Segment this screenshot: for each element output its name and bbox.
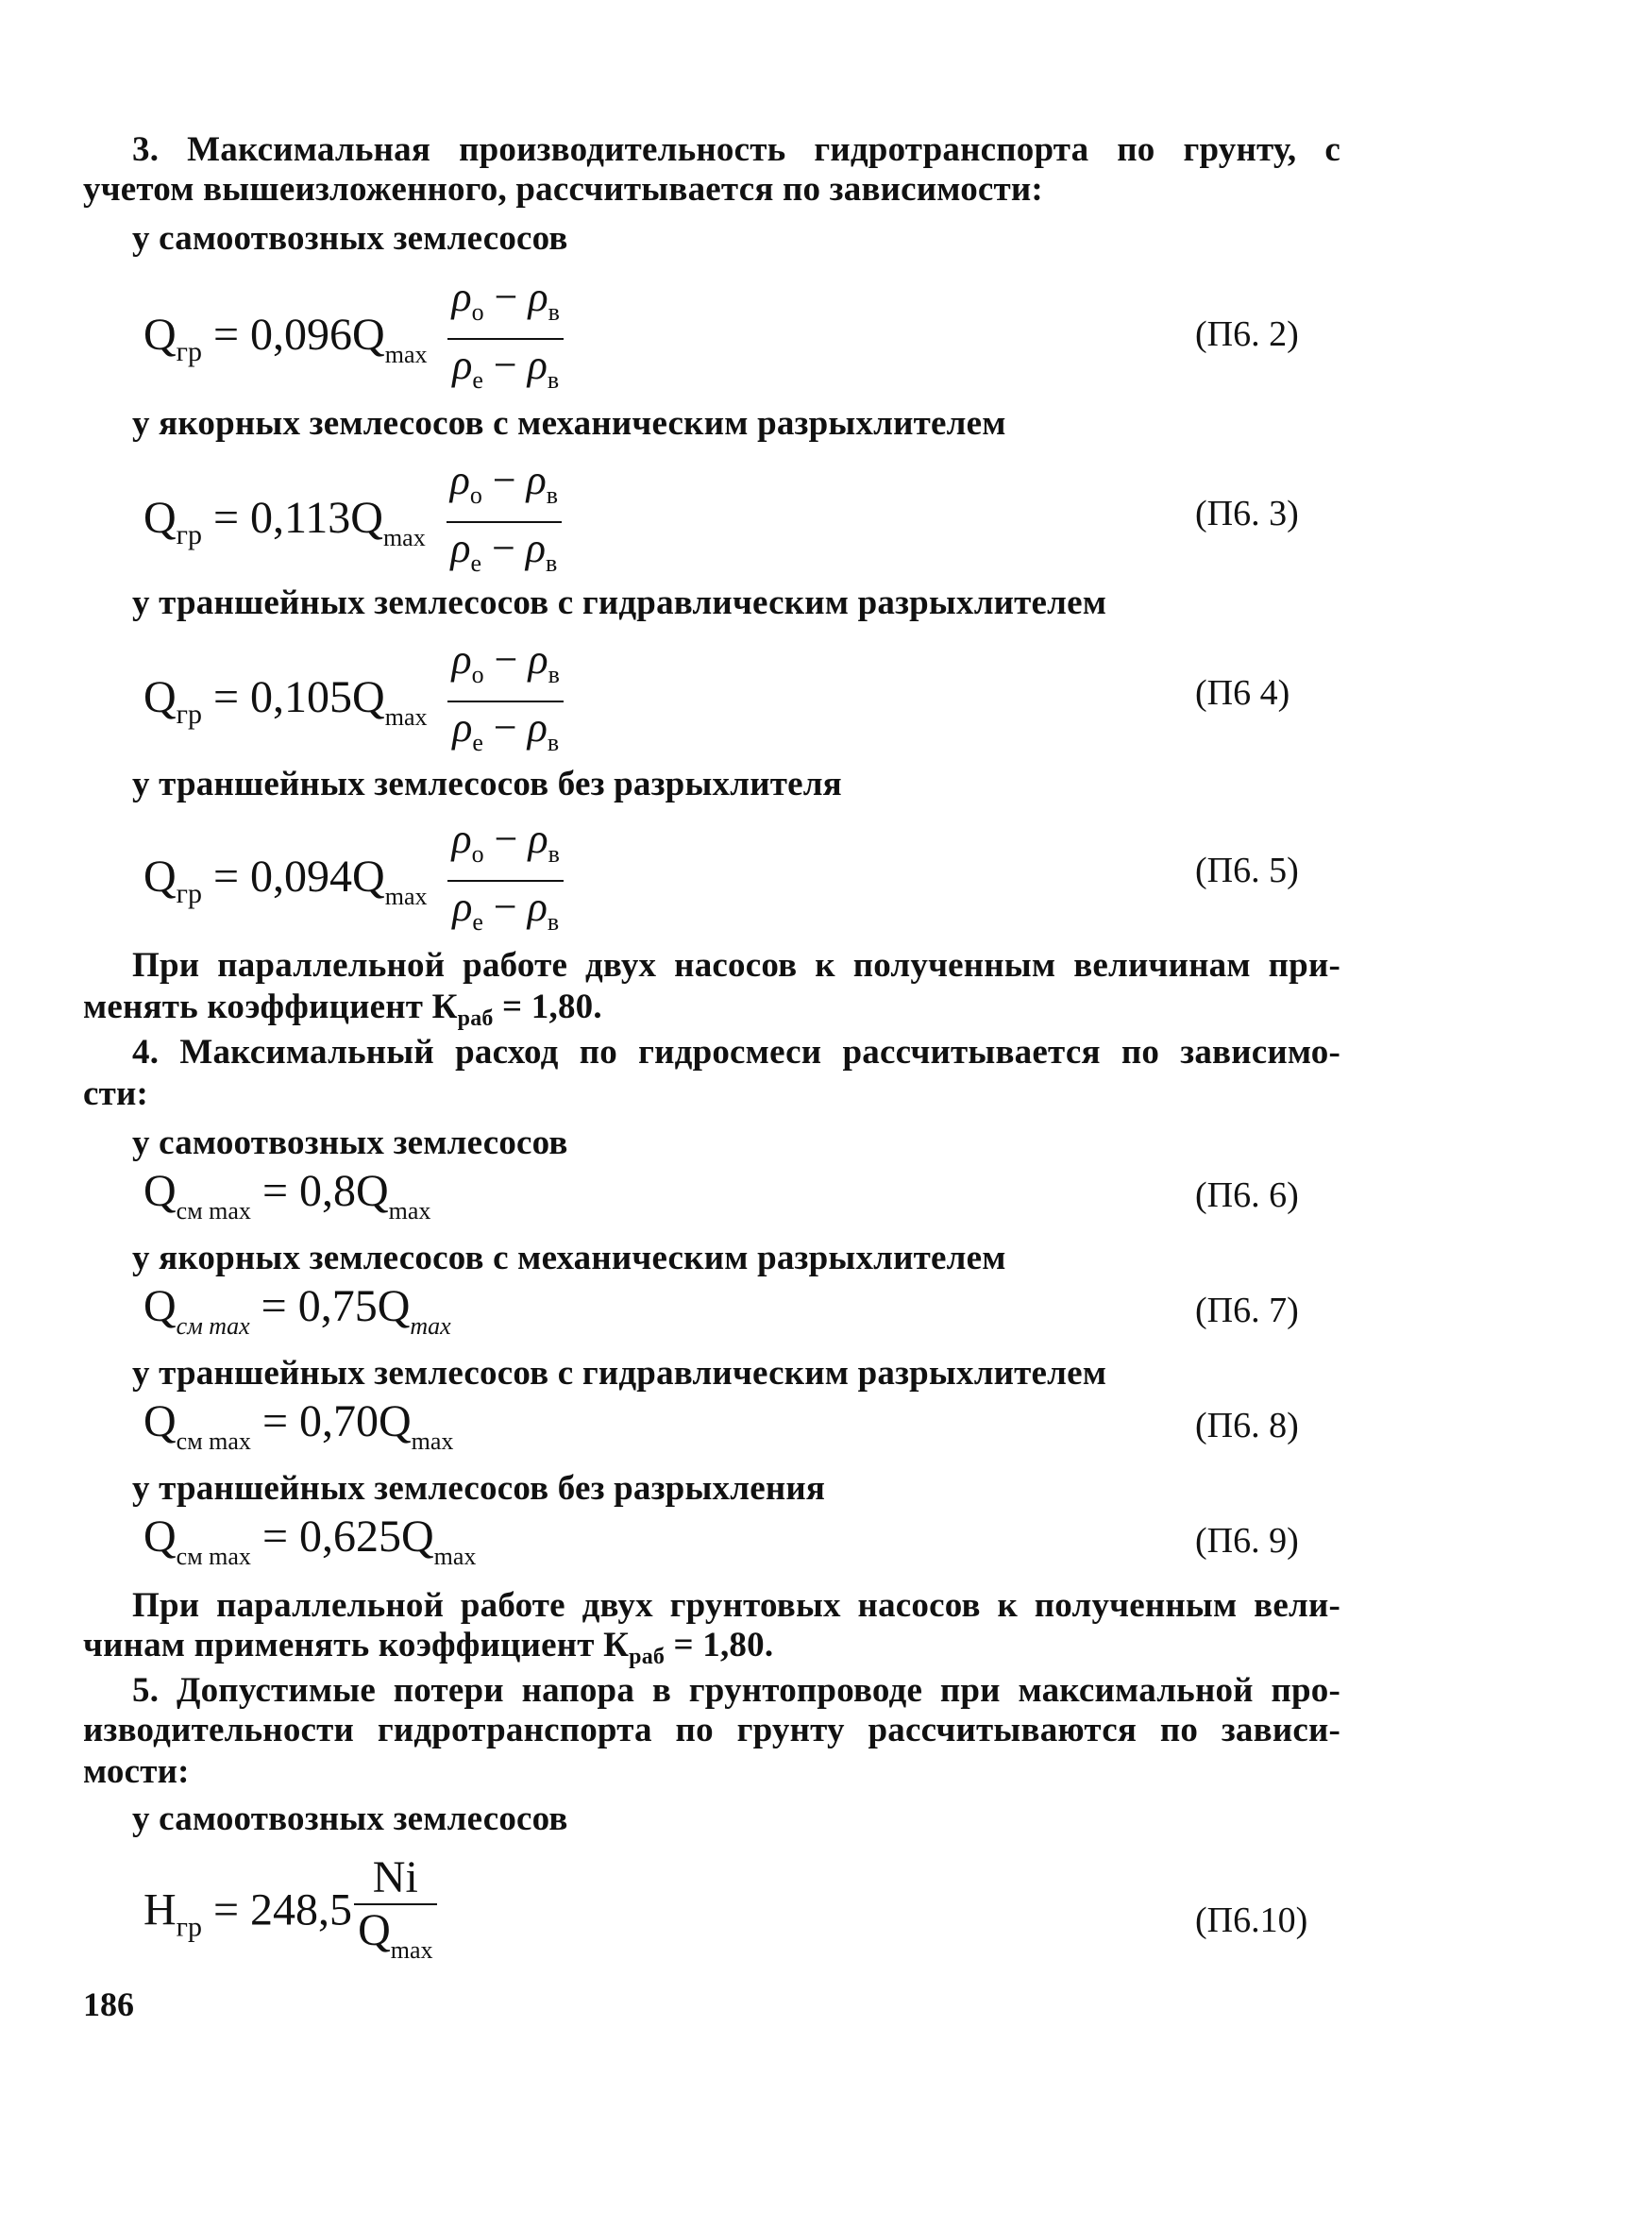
equation-number-p6-8: (П6. 8) <box>1195 1406 1299 1445</box>
paragraph-5-line-1: 5. Допустимые потери напора в грунтопроводе при максимальной про- <box>132 1671 1340 1710</box>
paragraph-3-line-1: 3. Максимальная производительность гидротранспорта по грунту, с <box>132 130 1340 169</box>
paragraph-4-line-2: сти: <box>83 1074 149 1113</box>
eq2-lhs: Q <box>143 310 177 361</box>
page-number: 186 <box>83 1985 134 2023</box>
equation-p6-5: $Q_{гр} = 0,094Q_{max}$ $\frac{\rho_о - \rho_в}{\rho_е - \rho_в}$ <box>143 814 564 948</box>
label-self-propelled-2: у самоотвозных землесосов <box>132 1123 568 1162</box>
eq3-fraction: $\frac{\rho_о - \rho_в}{\rho_е - \rho_в}$ <box>447 455 562 589</box>
parallel-note-2-line-2: чинам применять коэффициент $К_{раб} = 1,80$. <box>83 1626 774 1669</box>
label-self-propelled-1: у самоотвозных землесосов <box>132 219 568 258</box>
label-self-propelled-3: у самоотвозных землесосов <box>132 1799 568 1838</box>
paragraph-5-line-3: мости: <box>83 1752 190 1791</box>
eq2-numerator: $\rho_о - \rho_в$ <box>447 272 563 340</box>
eq2-max-sub: max <box>384 341 428 369</box>
eq5-fraction: $\frac{\rho_о - \rho_в}{\rho_е - \rho_в}$ <box>447 814 563 948</box>
equation-p6-10: $H_{гр} = 248,5$ $\frac{Ni}{Q_{max}}$ <box>143 1852 437 1976</box>
parallel-note-1-line-2: менять коэффициент $К_{раб} = 1,80$. <box>83 988 602 1031</box>
equation-p6-8: $Q_{см max} = 0,70Q_{max}$ <box>143 1396 454 1455</box>
eq2-denominator: $\rho_е - \rho_в$ <box>452 342 560 394</box>
equation-number-p6-5: (П6. 5) <box>1195 851 1299 890</box>
equation-p6-2 <box>143 272 564 406</box>
label-trench-hydraulic-1: у траншейных землесосов с гидравлическим разрыхлителем <box>132 583 1107 622</box>
equation-number-p6-7: (П6. 7) <box>1195 1291 1299 1330</box>
equation-p6-3: $Q_{гр} = 0,113Q_{max}$ $\frac{\rho_о - \rho_в}{\rho_е - \rho_в}$ <box>143 455 562 589</box>
equation-number-p6-2: (П6. 2) <box>1195 314 1299 354</box>
eq5-coef: = 0,094Q <box>212 852 385 903</box>
equation-number-p6-3: (П6. 3) <box>1195 494 1299 533</box>
equation-number-p6-10: (П6.10) <box>1195 1900 1308 1940</box>
equation-p6-6: $Q_{см max} = 0,8Q_{max}$ <box>143 1166 431 1225</box>
label-anchor-2: у якорных землесосов с механическим разрыхлителем <box>132 1239 1006 1277</box>
label-anchor-1: у якорных землесосов с механическим разрыхлителем <box>132 404 1006 443</box>
paragraph-5-line-2: изводительности гидротранспорта по грунту рассчитываются по зависи- <box>83 1711 1340 1749</box>
equation-number-p6-9: (П6. 9) <box>1195 1521 1299 1561</box>
equation-p6-9: $Q_{см max} = 0,625Q_{max}$ <box>143 1512 477 1570</box>
eq4-fraction: $\frac{\rho_о - \rho_в}{\rho_е - \rho_в}$ <box>447 634 563 769</box>
label-trench-hydraulic-2: у траншейных землесосов с гидравлическим разрыхлителем <box>132 1354 1107 1393</box>
eq10-fraction: $\frac{Ni}{Q_{max}}$ <box>354 1852 436 1976</box>
equation-number-p6-4: (П6 4) <box>1195 673 1290 713</box>
label-trench-no-ripping-2: у траншейных землесосов без разрыхления <box>132 1469 826 1508</box>
equation-number-p6-6: (П6. 6) <box>1195 1175 1299 1215</box>
label-trench-no-ripper-1: у траншейных землесосов без разрыхлителя <box>132 765 842 803</box>
eq2-coef: = 0,096Q <box>212 310 385 361</box>
equation-p6-4: $Q_{гр} = 0,105Q_{max}$ $\frac{\rho_о - \rho_в}{\rho_е - \rho_в}$ <box>143 634 564 769</box>
paragraph-4-line-1: 4. Максимальный расход по гидросмеси рассчитывается по зависимо- <box>132 1033 1340 1072</box>
eq4-coef: = 0,105Q <box>212 672 385 723</box>
eq2-fraction <box>447 272 563 406</box>
equation-p6-7: $Q_{см max} = 0,75Q_{max}$ <box>143 1281 451 1340</box>
parallel-note-2-line-1: При параллельной работе двух грунтовых насосов к полученным вели- <box>132 1586 1340 1625</box>
eq2-lhs-sub: гр <box>176 336 202 368</box>
eq3-coef: = 0,113Q <box>212 493 383 544</box>
paragraph-3-line-2: учетом вышеизложенного, рассчитывается по зависимости: <box>83 170 1043 209</box>
parallel-note-1-line-1: При параллельной работе двух насосов к полученным величинам при- <box>132 946 1340 985</box>
